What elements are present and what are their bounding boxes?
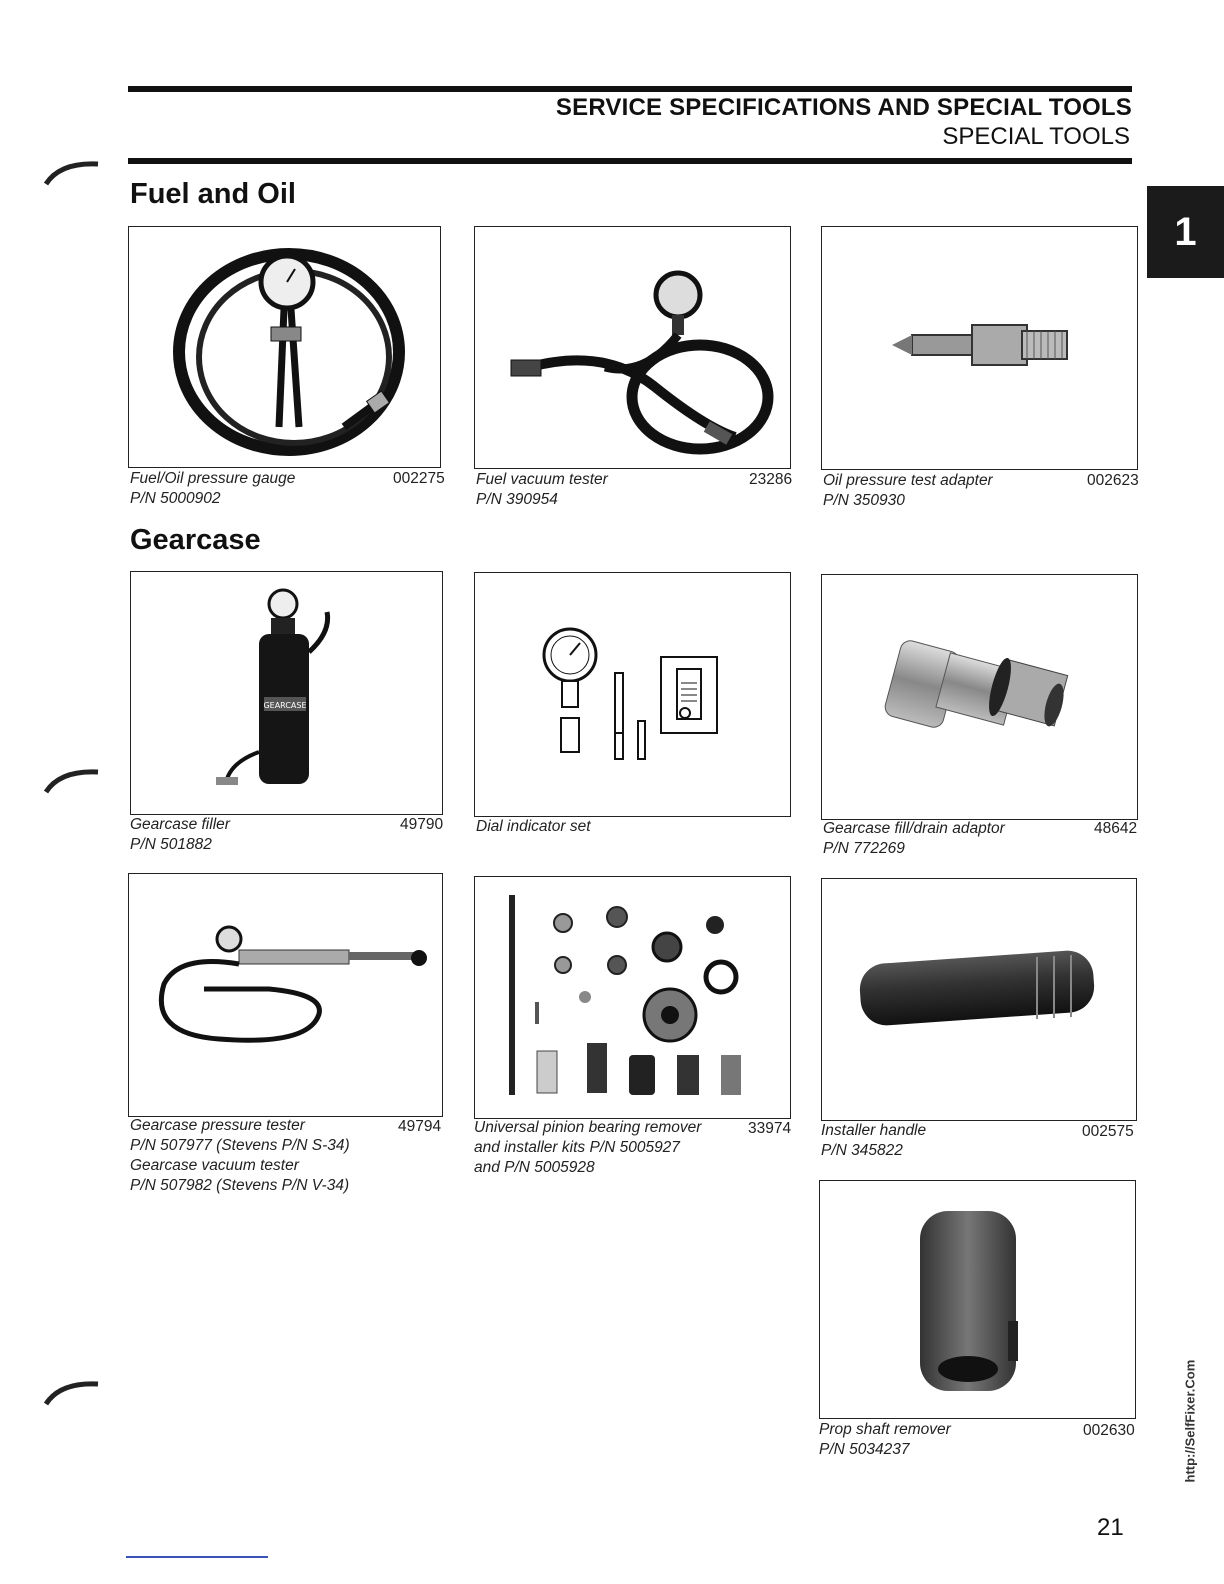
fill-drain-adaptor-icon: [822, 575, 1137, 819]
tool-image-fuel-oil-gauge: [128, 226, 441, 468]
tool-code: 002623: [1087, 472, 1139, 489]
tool-code: 33974: [748, 1120, 792, 1137]
tool-code: 23286: [749, 471, 793, 488]
svg-text:GEARCASE: GEARCASE: [263, 701, 307, 710]
side-url[interactable]: http://SelfFixer.Com: [1182, 1359, 1198, 1483]
tool-image-fuel-vacuum-tester: [474, 226, 791, 469]
tool-image-oil-test-adapter: [821, 226, 1138, 470]
tool-code: 002575: [1082, 1123, 1134, 1140]
tool-code: 002630: [1083, 1422, 1135, 1439]
gearcase-filler-tank-icon: [131, 572, 442, 814]
prop-shaft-remover-icon: [820, 1181, 1135, 1418]
tool-image-dial-indicator-set: [474, 572, 791, 817]
vacuum-tester-icon: [475, 227, 790, 468]
binder-hole: [40, 768, 104, 794]
tool-caption: Installer handle P/N 345822: [821, 1122, 927, 1159]
section-heading-gearcase: Gearcase: [130, 524, 261, 556]
chapter-tab: 1: [1147, 186, 1224, 278]
tool-caption: Gearcase fill/drain adaptor P/N 772269: [823, 820, 1005, 857]
tool-image-fill-drain-adaptor: [821, 574, 1138, 820]
tool-caption: Prop shaft remover P/N 5034237: [819, 1421, 951, 1458]
tool-caption: Gearcase filler P/N 501882: [130, 816, 230, 853]
tool-caption: Oil pressure test adapter P/N 350930: [823, 472, 993, 509]
header-title: SERVICE SPECIFICATIONS AND SPECIAL TOOLS: [555, 94, 1132, 121]
tool-image-bearing-kit: [474, 876, 791, 1119]
tool-caption: Fuel vacuum tester P/N 390954: [476, 471, 608, 508]
tool-code: 49794: [398, 1118, 442, 1135]
tool-caption: Gearcase pressure tester P/N 507977 (Stevens P/N S-34) Gearcase vacuum tester P/N 507982 (Stevens P/N V-34): [130, 1117, 350, 1194]
tool-code: 48642: [1094, 820, 1138, 837]
binder-hole: [40, 160, 104, 186]
header-subtitle: SPECIAL TOOLS: [942, 123, 1130, 150]
tool-caption: Fuel/Oil pressure gauge P/N 5000902: [130, 470, 296, 507]
section-heading-fuel-oil: Fuel and Oil: [130, 178, 296, 210]
header-rule-top: [128, 86, 1132, 92]
tool-caption: Dial indicator set: [476, 818, 591, 835]
tool-image-gearcase-pressure-tester: [128, 873, 443, 1117]
binder-hole: [40, 1380, 104, 1406]
tool-image-prop-shaft-remover: [819, 1180, 1136, 1419]
bearing-kit-icon: [475, 877, 790, 1118]
tool-image-installer-handle: [821, 878, 1137, 1121]
bottom-link-underline: [126, 1556, 268, 1558]
tool-image-gearcase-filler: [130, 571, 443, 815]
header-rule-bottom: [128, 158, 1132, 164]
tool-code: 002275: [393, 470, 445, 487]
pressure-tester-icon: [129, 874, 442, 1116]
test-adapter-icon: [822, 227, 1137, 469]
dial-indicator-icon: [475, 573, 790, 816]
tool-caption: Universal pinion bearing remover and installer kits P/N 5005927 and P/N 5005928: [474, 1119, 702, 1176]
page-number: 21: [1097, 1514, 1124, 1541]
installer-handle-icon: [822, 879, 1136, 1120]
tool-code: 49790: [400, 816, 444, 833]
pressure-gauge-hose-icon: [129, 227, 440, 467]
